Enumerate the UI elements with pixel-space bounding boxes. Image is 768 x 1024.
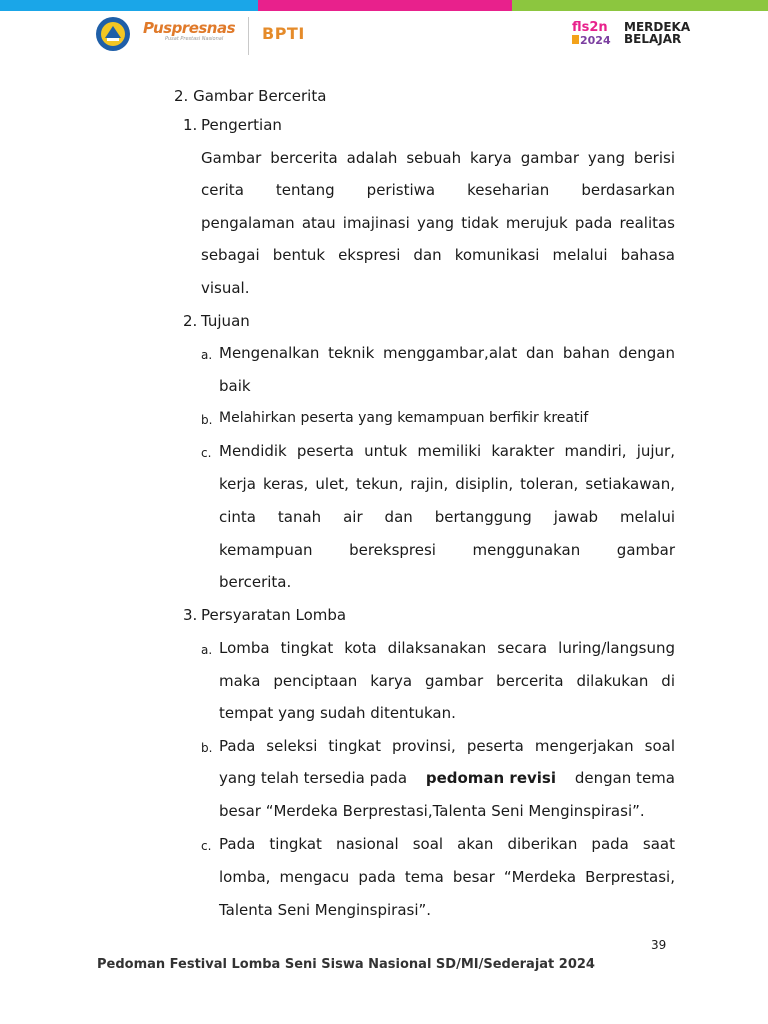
list-line-text: dengan tema — [574, 769, 675, 787]
list-marker: c. — [201, 839, 212, 853]
list-line-text: yang telah tersedia pada — [219, 769, 408, 787]
merdeka-line1: MERDEKA — [624, 20, 691, 34]
svg-text:2024: 2024 — [580, 34, 611, 47]
section-heading: 2. Gambar Bercerita — [174, 87, 327, 105]
paragraph-line: Gambar bercerita adalah sebuah karya gambar yang berisi — [201, 149, 675, 167]
puspresnas-title: Puspresnas — [143, 19, 236, 37]
list-line: tempat yang sudah ditentukan. — [219, 704, 456, 722]
list-line: lomba, mengacu pada tema besar “Merdeka Berprestasi, — [219, 868, 675, 886]
list-marker: c. — [201, 446, 212, 460]
list-line: Lomba tingkat kota dilaksanakan secara luring/langsung — [219, 639, 675, 657]
list-line: bercerita. — [219, 573, 292, 591]
list-marker: a. — [201, 643, 213, 657]
list-line: besar “Merdeka Berprestasi,Talenta Seni Menginspirasi”. — [219, 802, 645, 820]
item-number: 2. — [183, 312, 198, 330]
list-line: Melahirkan peserta yang kemampuan berfikir kreatif — [219, 410, 589, 426]
item-number: 1. — [183, 116, 198, 134]
paragraph-line: cerita tentang peristiwa keseharian berdasarkan — [201, 181, 675, 199]
list-line: Mendidik peserta untuk memiliki karakter mandiri, jujur, — [219, 442, 675, 460]
list-marker: b. — [201, 741, 213, 755]
list-line: cinta tanah air dan bertanggung jawab melalui — [219, 508, 675, 526]
list-marker: b. — [201, 413, 213, 427]
merdeka-line2: BELAJAR — [624, 32, 682, 46]
puspresnas-subtitle: Pusat Prestasi Nasional — [165, 36, 224, 42]
item-title-pengertian: Pengertian — [201, 116, 282, 134]
list-line: kemampuan berekspresi menggunakan gambar — [219, 541, 675, 559]
svg-text:fls2n: fls2n — [572, 20, 608, 35]
bold-phrase-pedoman-revisi: pedoman revisi — [425, 769, 556, 787]
list-line: Mengenalkan teknik menggambar,alat dan bahan dengan — [219, 344, 675, 362]
list-line: kerja keras, ulet, tekun, rajin, disiplin, toleran, setiakawan, — [219, 475, 675, 493]
paragraph-line: visual. — [201, 279, 250, 297]
item-title-tujuan: Tujuan — [201, 312, 250, 330]
bpti-logo: BPTI — [262, 24, 305, 43]
paragraph-line: pengalaman atau imajinasi yang tidak merujuk pada realitas — [201, 214, 675, 232]
list-marker: a. — [201, 348, 213, 362]
list-line: maka penciptaan karya gambar bercerita dilakukan di — [219, 672, 675, 690]
list-line: Pada tingkat nasional soal akan diberikan pada saat — [219, 835, 675, 853]
list-line-with-bold — [219, 769, 675, 787]
list-line: Pada seleksi tingkat provinsi, peserta mengerjakan soal — [219, 737, 675, 755]
page-number: 39 — [651, 938, 667, 952]
list-line: Talenta Seni Menginspirasi”. — [219, 901, 432, 919]
page-footer: Pedoman Festival Lomba Seni Siswa Nasional SD/MI/Sederajat 2024 — [97, 957, 595, 972]
paragraph-line: sebagai bentuk ekspresi dan komunikasi melalui bahasa — [201, 246, 675, 264]
item-title-persyaratan: Persyaratan Lomba — [201, 606, 347, 624]
item-number: 3. — [183, 606, 198, 624]
list-line: baik — [219, 377, 251, 395]
